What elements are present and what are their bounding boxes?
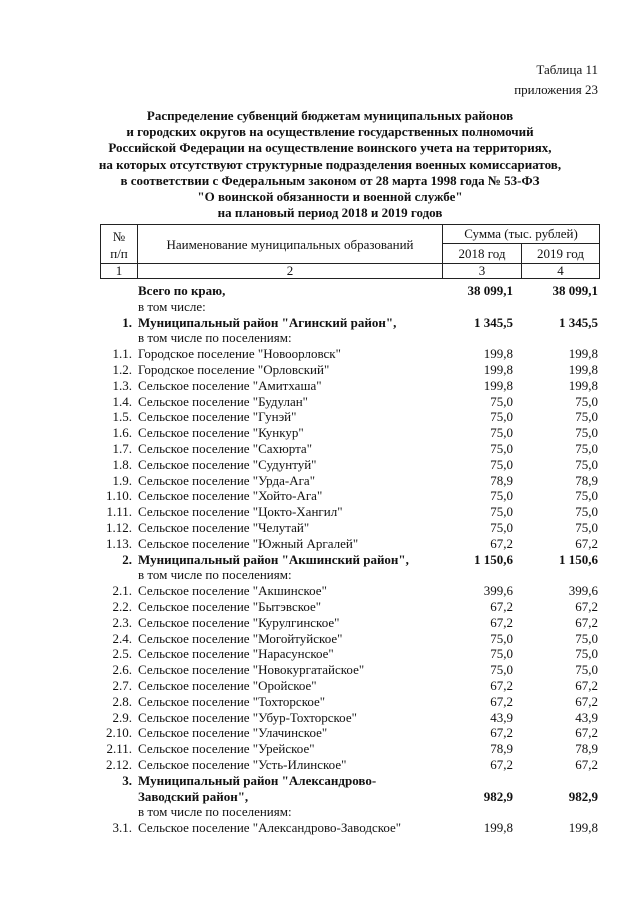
row-value-2018: 75,0 — [490, 519, 513, 535]
row-number: 1.4. — [112, 393, 132, 409]
row-name: в том числе по поселениям: — [138, 330, 292, 346]
row-value-2019: 75,0 — [575, 488, 598, 504]
table-header — [100, 224, 600, 279]
row-name: Сельское поселение "Челутай" — [138, 519, 310, 535]
row-name: Сельское поселение "Бытэвское" — [138, 598, 322, 614]
row-value-2018: 38 099,1 — [467, 283, 513, 298]
row-value-2019: 199,8 — [568, 346, 598, 362]
row-name: Сельское поселение "Будулан" — [138, 393, 308, 409]
table-row — [0, 804, 640, 820]
row-name: Сельское поселение "Урда-Ага" — [138, 472, 315, 488]
table-row — [0, 378, 640, 394]
table-row — [0, 409, 640, 425]
row-number: 1.13. — [106, 535, 132, 551]
table-row — [0, 488, 640, 504]
row-value-2019: 75,0 — [575, 662, 598, 678]
table-row — [0, 346, 640, 362]
row-value-2018: 199,8 — [483, 820, 513, 836]
row-name: Сельское поселение "Сахюрта" — [138, 440, 312, 456]
table-row — [0, 473, 640, 489]
row-value-2019: 67,2 — [575, 756, 598, 772]
table-row — [0, 394, 640, 410]
row-value-2019: 1 150,6 — [559, 551, 598, 567]
row-value-2018: 982,9 — [483, 788, 513, 804]
row-value-2019: 43,9 — [575, 709, 598, 725]
row-name: Заводский район", — [138, 788, 249, 804]
table-row — [0, 741, 640, 757]
table-row — [0, 457, 640, 473]
title-line: на которых отсутствуют структурные подразделения военных комиссариатов, — [98, 156, 562, 172]
row-number: 2.12. — [106, 756, 132, 772]
row-name: Муниципальный район "Александрово- — [138, 772, 377, 788]
row-number: 2.11. — [106, 741, 132, 757]
row-number: 2.5. — [112, 646, 132, 662]
row-name: Сельское поселение "Новокургатайское" — [138, 662, 365, 678]
row-value-2019: 67,2 — [575, 598, 598, 614]
row-value-2018: 75,0 — [490, 488, 513, 504]
row-value-2018: 67,2 — [490, 535, 513, 551]
row-name: Сельское поселение "Судунтуй" — [138, 456, 317, 472]
row-number: 2.10. — [106, 725, 132, 741]
table-row — [0, 283, 640, 299]
row-number: 1.3. — [112, 377, 132, 393]
row-value-2018: 75,0 — [490, 440, 513, 456]
table-row — [0, 520, 640, 536]
row-number: 1.5. — [112, 409, 132, 425]
row-value-2019: 75,0 — [575, 440, 598, 456]
table-row — [0, 615, 640, 631]
row-number: 2.8. — [112, 693, 132, 709]
table-number: Таблица 11 — [536, 62, 598, 77]
row-name: Сельское поселение "Акшинское" — [138, 583, 327, 599]
row-value-2018: 199,8 — [483, 377, 513, 393]
table-row — [0, 694, 640, 710]
row-name: Сельское поселение "Амитхаша" — [138, 377, 322, 393]
table-row — [0, 725, 640, 741]
row-name: Муниципальный район "Акшинский район", — [138, 551, 409, 567]
row-name: Муниципальный район "Агинский район", — [138, 314, 397, 330]
table-row — [0, 362, 640, 378]
row-value-2018: 75,0 — [490, 456, 513, 472]
row-name: Сельское поселение "Хойто-Ага" — [138, 488, 323, 504]
row-value-2019: 38 099,1 — [552, 283, 598, 298]
row-value-2019: 75,0 — [575, 646, 598, 662]
row-value-2018: 67,2 — [490, 598, 513, 614]
table-row — [0, 299, 640, 315]
row-value-2018: 67,2 — [490, 677, 513, 693]
row-value-2019: 982,9 — [568, 788, 598, 804]
row-value-2018: 75,0 — [490, 504, 513, 520]
row-name: Сельское поселение "Тохторское" — [138, 693, 326, 709]
table-row — [0, 789, 640, 805]
header-number-line1: № — [112, 229, 126, 244]
title-line: Распределение субвенций бюджетам муниципальных районов — [146, 108, 514, 123]
row-name: в том числе: — [138, 298, 206, 314]
title-line: на плановый период 2018 и 2019 годов — [217, 205, 443, 221]
row-number: 2.6. — [112, 662, 132, 678]
table-row — [0, 425, 640, 441]
row-value-2018: 75,0 — [490, 393, 513, 409]
row-name: Сельское поселение "Оройское" — [138, 677, 317, 693]
row-number: 2.2. — [112, 598, 132, 614]
row-value-2019: 67,2 — [575, 535, 598, 551]
title-line: Российской Федерации на осуществление воинского учета на территориях, — [108, 140, 552, 156]
row-number: 2.7. — [112, 677, 132, 693]
table-row — [0, 678, 640, 694]
row-value-2018: 75,0 — [490, 662, 513, 678]
column-number-cell: 3 — [442, 263, 522, 279]
table-row — [0, 536, 640, 552]
table-row — [0, 552, 640, 568]
row-number: 2.1. — [112, 583, 132, 599]
row-value-2018: 43,9 — [490, 709, 513, 725]
row-value-2019: 67,2 — [575, 725, 598, 741]
row-value-2018: 67,2 — [490, 756, 513, 772]
row-value-2018: 75,0 — [490, 646, 513, 662]
row-name: Городское поселение "Новоорловск" — [138, 346, 341, 362]
row-number: 2.4. — [112, 630, 132, 646]
row-name: Сельское поселение "Кункур" — [138, 425, 304, 441]
header-2018-cell: 2018 год — [442, 243, 522, 264]
column-number-cell: 2 — [137, 263, 443, 279]
row-number: 1.7. — [112, 440, 132, 456]
row-name: Сельское поселение "Улачинское" — [138, 725, 328, 741]
row-name: в том числе по поселениям: — [138, 567, 292, 583]
table-body — [0, 283, 640, 836]
table-row — [0, 662, 640, 678]
row-number: 1.6. — [112, 425, 132, 441]
row-value-2019: 199,8 — [568, 377, 598, 393]
row-number: 2.3. — [112, 614, 132, 630]
row-name: Сельское поселение "Александрово-Заводское" — [138, 820, 402, 836]
row-value-2019: 199,8 — [568, 361, 598, 377]
row-value-2018: 75,0 — [490, 630, 513, 646]
row-value-2019: 1 345,5 — [559, 314, 598, 330]
row-value-2018: 67,2 — [490, 725, 513, 741]
row-value-2018: 1 150,6 — [474, 551, 513, 567]
row-name: Сельское поселение "Гунэй" — [138, 409, 297, 425]
row-number: 1.11. — [106, 504, 132, 520]
row-value-2019: 399,6 — [568, 583, 598, 599]
row-value-2018: 67,2 — [490, 614, 513, 630]
row-name: Сельское поселение "Нарасунское" — [138, 646, 334, 662]
table-row — [0, 646, 640, 662]
title-line: в соответствии с Федеральным законом от 28 марта 1998 года № 53-ФЗ — [120, 172, 540, 188]
row-value-2018: 199,8 — [483, 346, 513, 362]
table-row — [0, 315, 640, 331]
row-name: Городское поселение "Орловский" — [138, 361, 330, 377]
row-number: 3.1. — [112, 820, 132, 836]
row-name: Сельское поселение "Усть-Илинское" — [138, 756, 347, 772]
row-number: 3. — [122, 772, 132, 788]
table-row — [0, 631, 640, 647]
row-number: 1.10. — [106, 488, 132, 504]
table-row — [0, 504, 640, 520]
table-row — [0, 820, 640, 836]
row-name: Всего по краю, — [138, 283, 226, 298]
table-row — [0, 567, 640, 583]
appendix-number: приложения 23 — [514, 82, 598, 97]
row-value-2019: 199,8 — [568, 820, 598, 836]
row-value-2019: 75,0 — [575, 425, 598, 441]
header-number-cell — [100, 224, 138, 264]
row-number: 1.1. — [112, 346, 132, 362]
document-title — [60, 108, 600, 221]
table-row — [0, 330, 640, 346]
row-value-2018: 199,8 — [483, 361, 513, 377]
row-name: Сельское поселение "Могойтуйское" — [138, 630, 343, 646]
row-value-2019: 75,0 — [575, 519, 598, 535]
row-value-2018: 67,2 — [490, 693, 513, 709]
row-name: Сельское поселение "Цокто-Хангил" — [138, 504, 343, 520]
row-number: 1.9. — [112, 472, 132, 488]
row-value-2018: 78,9 — [490, 741, 513, 757]
row-value-2019: 67,2 — [575, 677, 598, 693]
row-value-2019: 75,0 — [575, 409, 598, 425]
column-number-cell: 1 — [100, 263, 138, 279]
row-number: 2. — [122, 551, 132, 567]
row-number: 1.8. — [112, 456, 132, 472]
table-row — [0, 710, 640, 726]
row-value-2018: 75,0 — [490, 409, 513, 425]
header-number-line2: п/п — [110, 246, 128, 261]
table-row — [0, 441, 640, 457]
row-value-2019: 75,0 — [575, 630, 598, 646]
row-value-2019: 78,9 — [575, 741, 598, 757]
header-sum-cell: Сумма (тыс. рублей) — [442, 224, 600, 244]
table-row — [0, 757, 640, 773]
row-number: 2.9. — [112, 709, 132, 725]
row-value-2019: 67,2 — [575, 614, 598, 630]
row-value-2018: 1 345,5 — [474, 314, 513, 330]
row-value-2019: 75,0 — [575, 504, 598, 520]
title-line: и городских округов на осуществление государственных полномочий — [126, 124, 534, 140]
column-number-cell: 4 — [521, 263, 600, 279]
table-row — [0, 773, 640, 789]
row-number: 1.12. — [106, 519, 132, 535]
table-row — [0, 583, 640, 599]
row-name: Сельское поселение "Южный Аргалей" — [138, 535, 359, 551]
header-name-cell: Наименование муниципальных образований — [137, 224, 443, 264]
row-value-2019: 75,0 — [575, 456, 598, 472]
row-name: в том числе по поселениям: — [138, 804, 292, 820]
row-value-2019: 75,0 — [575, 393, 598, 409]
row-name: Сельское поселение "Курулгинское" — [138, 614, 340, 630]
header-2019-cell: 2019 год — [521, 243, 600, 264]
table-row — [0, 599, 640, 615]
row-value-2019: 67,2 — [575, 693, 598, 709]
row-number: 1.2. — [112, 361, 132, 377]
row-value-2018: 399,6 — [483, 583, 513, 599]
row-number: 1. — [122, 314, 132, 330]
row-name: Сельское поселение "Урейское" — [138, 741, 315, 757]
row-name: Сельское поселение "Убур-Тохторское" — [138, 709, 357, 725]
row-value-2019: 78,9 — [575, 472, 598, 488]
row-value-2018: 78,9 — [490, 472, 513, 488]
title-line: "О воинской обязанности и военной службе" — [197, 189, 463, 205]
row-value-2018: 75,0 — [490, 425, 513, 441]
